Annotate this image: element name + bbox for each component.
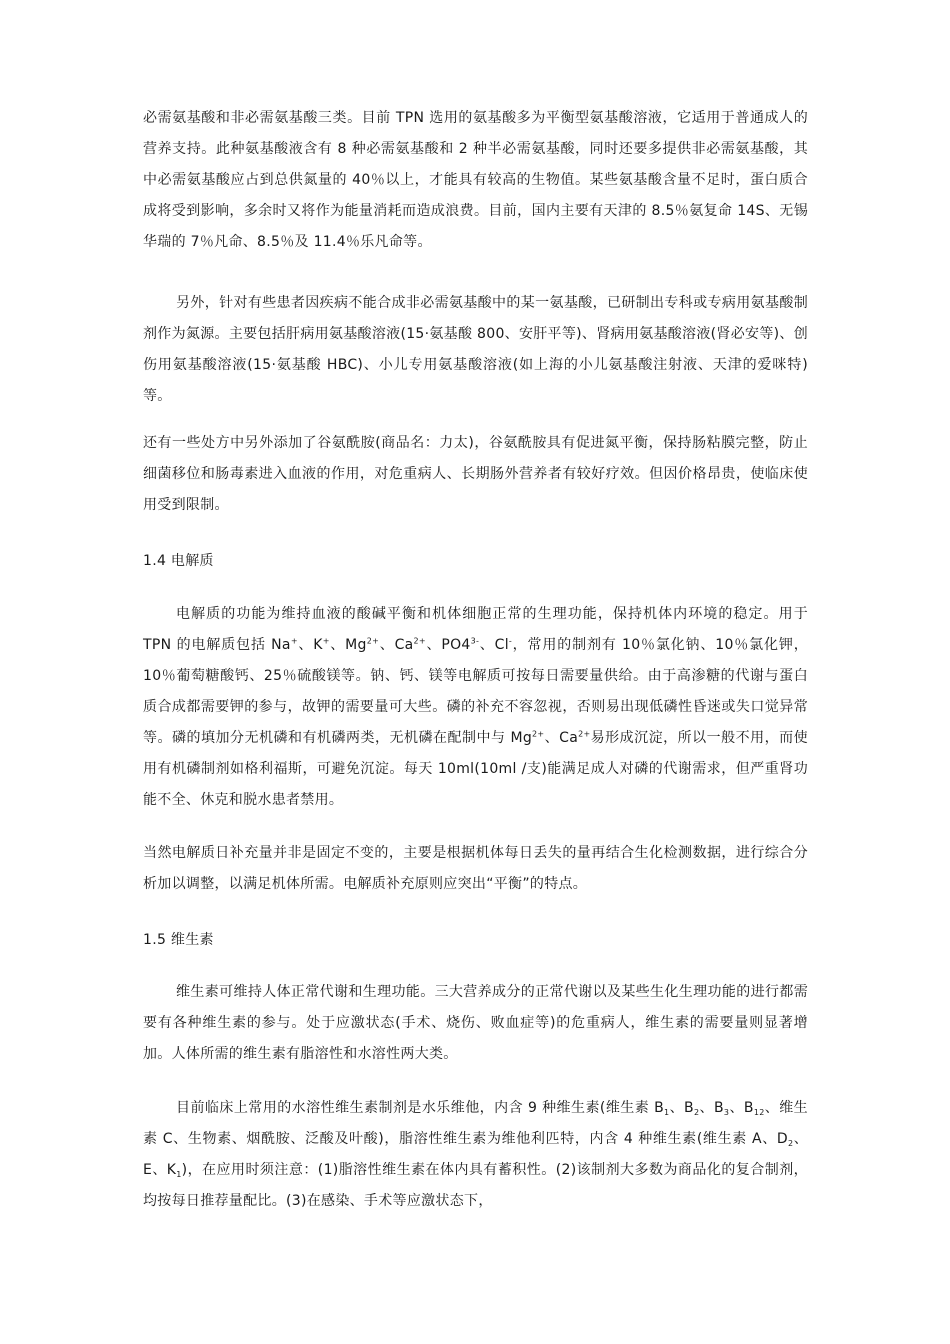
text-run: ，常用的制剂有 10％氯化钠、10％氯化钾，10％葡萄糖酸钙、25％硫酸镁等。钠、钙、镁等电解质可按每日需要量供给。由于高渗糖的代谢与蛋白质合成都需要钾的参与，故钾的需要量可大些。磷的补充不容忽视，否则易出现低磷性昏迷或失口觉异常等。磷的填加分无机磷和有机磷两类，无机磷在配制中与 Mg — [143, 637, 808, 746]
subscript: 3 — [723, 1108, 730, 1117]
paragraph-vitamin-function: 维生素可维持人体正常代谢和生理功能。三大营养成分的正常代谢以及某些生化生理功能的进行都需要有各种维生素的参与。处于应激状态(手术、烧伤、败血症等)的危重病人，维生素的需要量则显著增加。人体所需的维生素有脂溶性和水溶性两大类。 — [143, 984, 808, 1062]
text-run: 、维生素 C、生物素、烟酰胺、泛酸及叶酸)，脂溶性维生素为维他利匹特，内含 4 种维生素(维生素 A、D — [143, 1100, 808, 1147]
paragraph-vitamin-preparations — [143, 1093, 808, 1217]
paragraph-electrolyte-adjustment: 当然电解质日补充量并非是固定不变的，主要是根据机体每日丢失的量再结合生化检测数据，进行综合分析加以调整，以满足机体所需。电解质补充原则应突出“平衡”的特点。 — [143, 845, 808, 892]
superscript: 2+ — [532, 729, 545, 739]
superscript: 3- — [470, 636, 480, 646]
text-run: 、B — [699, 1100, 724, 1116]
subscript: 2 — [693, 1108, 700, 1117]
superscript: + — [290, 636, 298, 646]
text-run: 、B — [729, 1100, 754, 1116]
paragraph-electrolyte-function — [143, 599, 808, 816]
text-run: 、B — [669, 1100, 694, 1116]
paragraph-glutamine: 还有一些处方中另外添加了谷氨酰胺(商品名：力太)，谷氨酰胺具有促进氮平衡，保持肠粘膜完整，防止细菌移位和肠毒素进入血液的作用，对危重病人、长期肠外营养者有较好疗效。但因价格昂贵，使临床使用受到限制。 — [143, 435, 808, 513]
superscript: 2+ — [413, 636, 426, 646]
text-run: 易形成沉淀，所以一般不用，而使用有机磷制剂如格利福斯，可避免沉淀。每天 10ml(10ml /支)能满足成人对磷的代谢需求，但严重肾功能不全、休克和脱水患者禁用。 — [143, 730, 808, 808]
text-run: 、K — [297, 637, 323, 653]
text-run: 目前临床上常用的水溶性维生素制剂是水乐维他，内含 9 种维生素(维生素 B — [176, 1100, 665, 1116]
subscript: 1 — [176, 1170, 182, 1179]
text-run: 、Ca — [544, 730, 579, 746]
text-run: 、Mg — [329, 637, 367, 653]
paragraph-amino-acid-types: 必需氨基酸和非必需氨基酸三类。目前 TPN 选用的氨基酸多为平衡型氨基酸溶液，它适用于普通成人的营养支持。此种氨基酸液含有 8 种必需氨基酸和 2 种半必需氨基酸，同时还要多提供非必需氨基酸，其中必需氨基酸应占到总供氮量的 40％以上，才能具有较高的生物值。某些氨基酸含量不足时，蛋白质合成将受到影响，多余时又将作为能量消耗而造成浪费。目前，国内主要有天津的 8.5％氨复命 14S、无锡华瑞的 7％凡命、8.5％及 11.4％乐凡命等。 — [143, 110, 808, 250]
text-run: 、E、K — [143, 1131, 808, 1178]
section-heading-electrolytes: 1.4 电解质 — [143, 553, 214, 569]
paragraph-specialty-amino-acids: 另外，针对有些患者因疾病不能合成非必需氨基酸中的某一氨基酸，已研制出专科或专病用氨基酸制剂作为氮源。主要包括肝病用氨基酸溶液(15·氨基酸 800、安肝平等)、肾病用氨基酸溶液(肾必安等)、创伤用氨基酸溶液(15·氨基酸 HBC)、小儿专用氨基酸溶液(如上海的小儿氨基酸注射液、天津的爱咪特)等。 — [143, 295, 808, 404]
superscript: 2+ — [578, 729, 591, 739]
text-run: )，在应用时须注意：(1)脂溶性维生素在体内具有蓄积性。(2)该制剂大多数为商品化的复合制剂，均按每日推荐量配比。(3)在感染、手术等应激状态下， — [143, 1162, 808, 1209]
subscript: 1 — [664, 1108, 670, 1117]
text-run: 、Ca — [379, 637, 414, 653]
superscript: + — [322, 636, 330, 646]
superscript: 2+ — [366, 636, 380, 646]
subscript: 12 — [753, 1108, 765, 1117]
superscript: - — [508, 636, 513, 646]
section-heading-vitamins: 1.5 维生素 — [143, 932, 214, 948]
text-run: 、Cl — [479, 637, 509, 653]
subscript: 2 — [787, 1139, 794, 1148]
text-run: 、PO4 — [425, 637, 471, 653]
text-run: 电解质的功能为维持血液的酸碱平衡和机体细胞正常的生理功能，保持机体内环境的稳定。用于 TPN 的电解质包括 Na — [143, 606, 808, 653]
